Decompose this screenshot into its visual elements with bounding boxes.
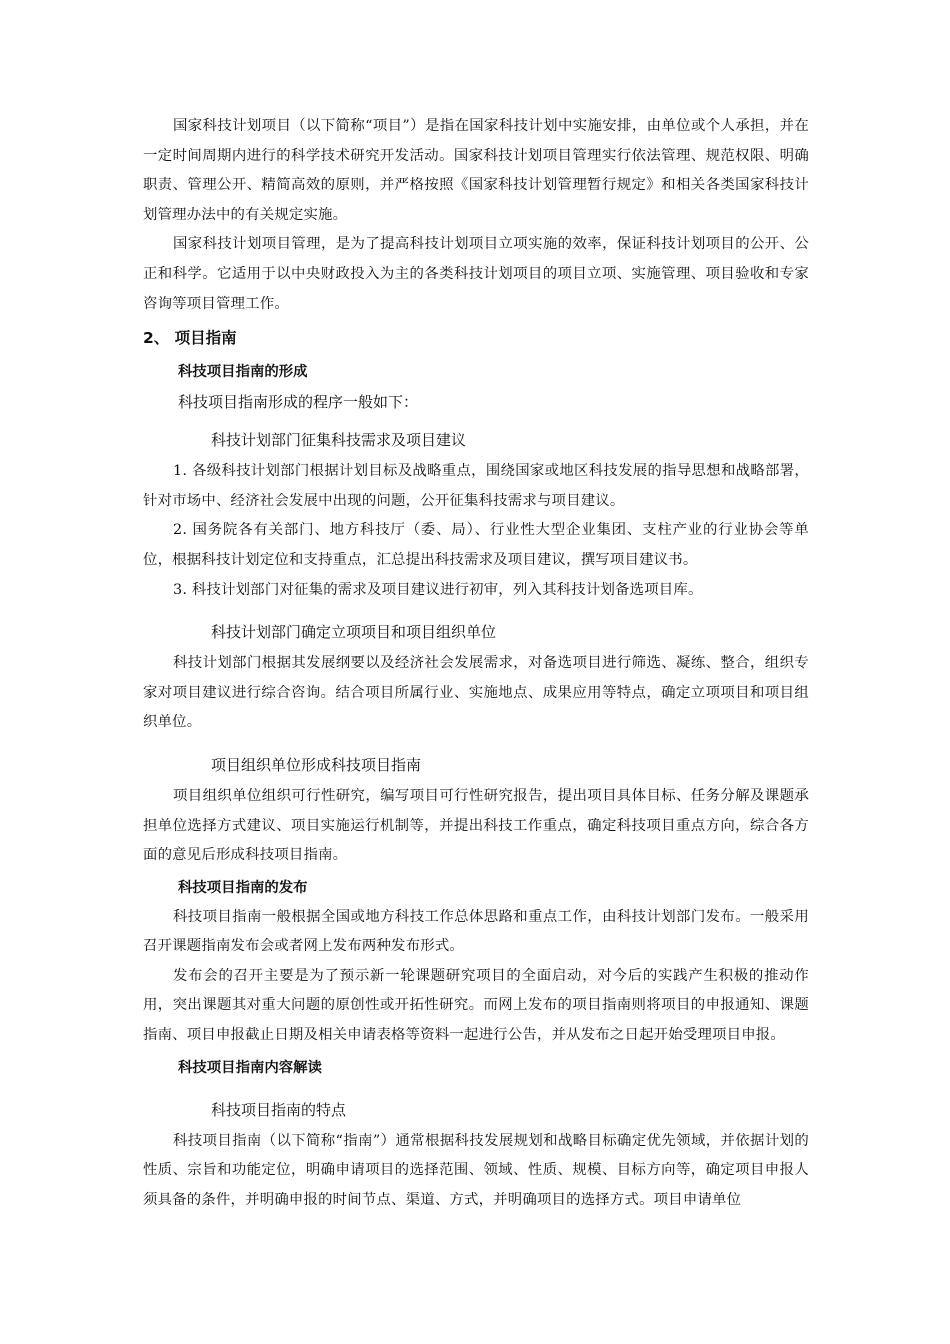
step-heading-form-guide: 项目组织单位形成科技项目指南: [211, 755, 422, 774]
subheading-guide-release: 科技项目指南的发布: [178, 879, 308, 896]
paragraph-determine-projects: 科技计划部门根据其发展纲要以及经济社会发展需求，对备选项目进行筛选、凝练、整合，组织专家对项目建议进行综合咨询。结合项目所属行业、实施地点、成果应用等特点，确定立项项目和项目组织单位。: [143, 655, 809, 731]
step-heading-guide-features: 科技项目指南的特点: [211, 1100, 347, 1119]
list-item-collect-2: 2. 国务院各有关部门、地方科技厅（委、局）、行业性大型企业集团、支柱产业的行业协会等单位，根据科技计划定位和支持重点，汇总提出科技需求及项目建议，撰写项目建议书。: [143, 522, 809, 568]
paragraph-project-definition: 国家科技计划项目（以下简称“项目”）是指在国家科技计划中实施安排，由单位或个人承担，并在一定时间周期内进行的科学技术研究开发活动。国家科技计划项目管理实行依法管理、规范权限、明确职责、管理公开、精简高效的原则，并严格按照《国家科技计划管理暂行规定》和相关各类国家科技计划管理办法中的有关规定实施。: [143, 118, 809, 223]
list-item-collect-3: 3. 科技计划部门对征集的需求及项目建议进行初审，列入其科技计划备选项目库。: [173, 581, 703, 598]
paragraph-release-details: 发布会的召开主要是为了预示新一轮课题研究项目的全面启动，对今后的实践产生积极的推动作用，突出课题其对重大问题的原创性或开拓性研究。而网上发布的项目指南则将项目的申报通知、课题指南、项目申报截止日期及相关申请表格等资料一起进行公告，并从发布之日起开始受理项目申报。: [143, 967, 809, 1044]
document-body: [143, 112, 809, 1215]
step-heading-determine-projects: 科技计划部门确定立项项目和项目组织单位: [211, 623, 497, 642]
paragraph-release-methods: 科技项目指南一般根据全国或地方科技工作总体思路和重点工作，由科技计划部门发布。一般采用召开课题指南发布会或者网上发布两种发布形式。: [143, 908, 809, 955]
section-heading-project-guide: 2、 项目指南: [143, 329, 237, 348]
paragraph-form-guide: 项目组织单位组织可行性研究，编写项目可行性研究报告，提出项目具体目标、任务分解及课题承担单位选择方式建议、项目实施运行机制等，并提出科技工作重点，确定科技项目重点方向，综合各方面的意见后形成科技项目指南。: [143, 787, 809, 864]
subheading-guide-interpretation: 科技项目指南内容解读: [178, 1059, 322, 1076]
paragraph-project-management: 国家科技计划项目管理，是为了提高科技计划项目立项实施的效率，保证科技计划项目的公开、公正和科学。它适用于以中央财政投入为主的各类科技计划项目的项目立项、实施管理、项目验收和专家咨询等项目管理工作。: [143, 236, 809, 312]
subheading-guide-formation: 科技项目指南的形成: [178, 364, 308, 381]
list-item-collect-1: 1. 各级科技计划部门根据计划目标及战略重点，围绕国家或地区科技发展的指导思想和战略部署，针对市场中、经济社会发展中出现的问题，公开征集科技需求与项目建议。: [143, 463, 809, 509]
formation-intro-text: 科技项目指南形成的程序一般如下：: [178, 393, 419, 412]
step-heading-collect-demands: 科技计划部门征集科技需求及项目建议: [211, 431, 467, 450]
paragraph-guide-features: 科技项目指南（以下简称“指南”）通常根据科技发展规划和战略目标确定优先领域，并依据计划的性质、宗旨和功能定位，明确申请项目的选择范围、领域、性质、规模、目标方向等，确定项目申报人须具备的条件，并明确申报的时间节点、渠道、方式，并明确项目的选择方式。项目申请单位: [143, 1132, 809, 1208]
